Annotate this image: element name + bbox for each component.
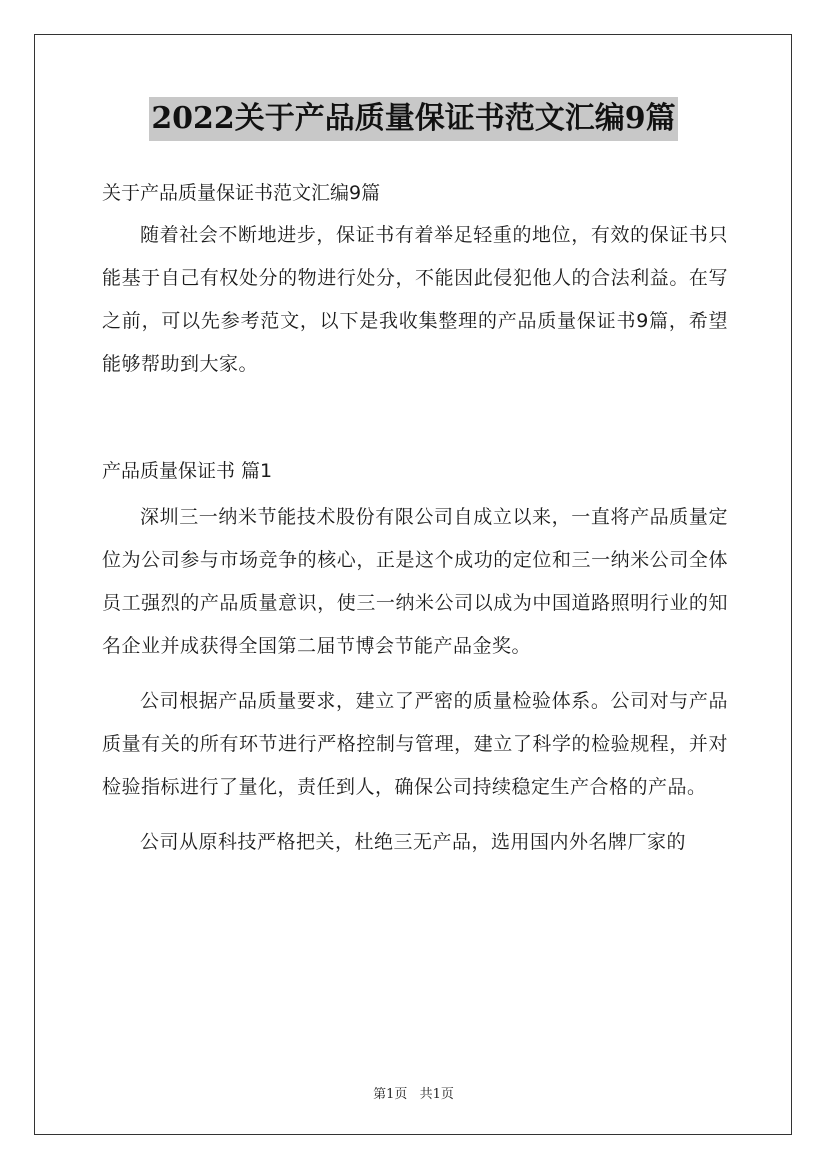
- body-paragraph: 公司从原科技严格把关，杜绝三无产品，选用国内外名牌厂家的: [140, 831, 687, 853]
- intro-paragraph: 随着社会不断地进步，保证书有着举足轻重的地位，有效的保证书只能基于自己有权处分的物进行处分，不能因此侵犯他人的合法利益。在写之前，可以先参考范文，以下是我收集整理的产品质量保证书9篇，希望能够帮助到大家。: [102, 224, 728, 375]
- body-paragraph: 深圳三一纳米节能技术股份有限公司自成立以来，一直将产品质量定位为公司参与市场竞争的核心，正是这个成功的定位和三一纳米公司全体员工强烈的产品质量意识，使三一纳米公司以成为中国道路照明行业的知名企业并成获得全国第二届节博会节能产品金奖。: [102, 506, 728, 657]
- section-heading: 产品质量保证书 篇1: [102, 460, 273, 482]
- document-title: 2022关于产品质量保证书范文汇编9篇: [149, 97, 677, 141]
- page-footer: [0, 1083, 827, 1102]
- document-body: [102, 172, 728, 864]
- body-paragraph: 公司根据产品质量要求，建立了严密的质量检验体系。公司对与产品质量有关的所有环节进行严格控制与管理，建立了科学的检验规程，并对检验指标进行了量化，责任到人，确保公司持续稳定生产合格的产品。: [102, 690, 728, 798]
- document-subtitle: 关于产品质量保证书范文汇编9篇: [102, 182, 381, 204]
- section-spacer: [102, 386, 728, 450]
- page-number: 第1页: [373, 1087, 408, 1102]
- title-wrap: [0, 97, 827, 141]
- page-total: 共1页: [419, 1087, 454, 1102]
